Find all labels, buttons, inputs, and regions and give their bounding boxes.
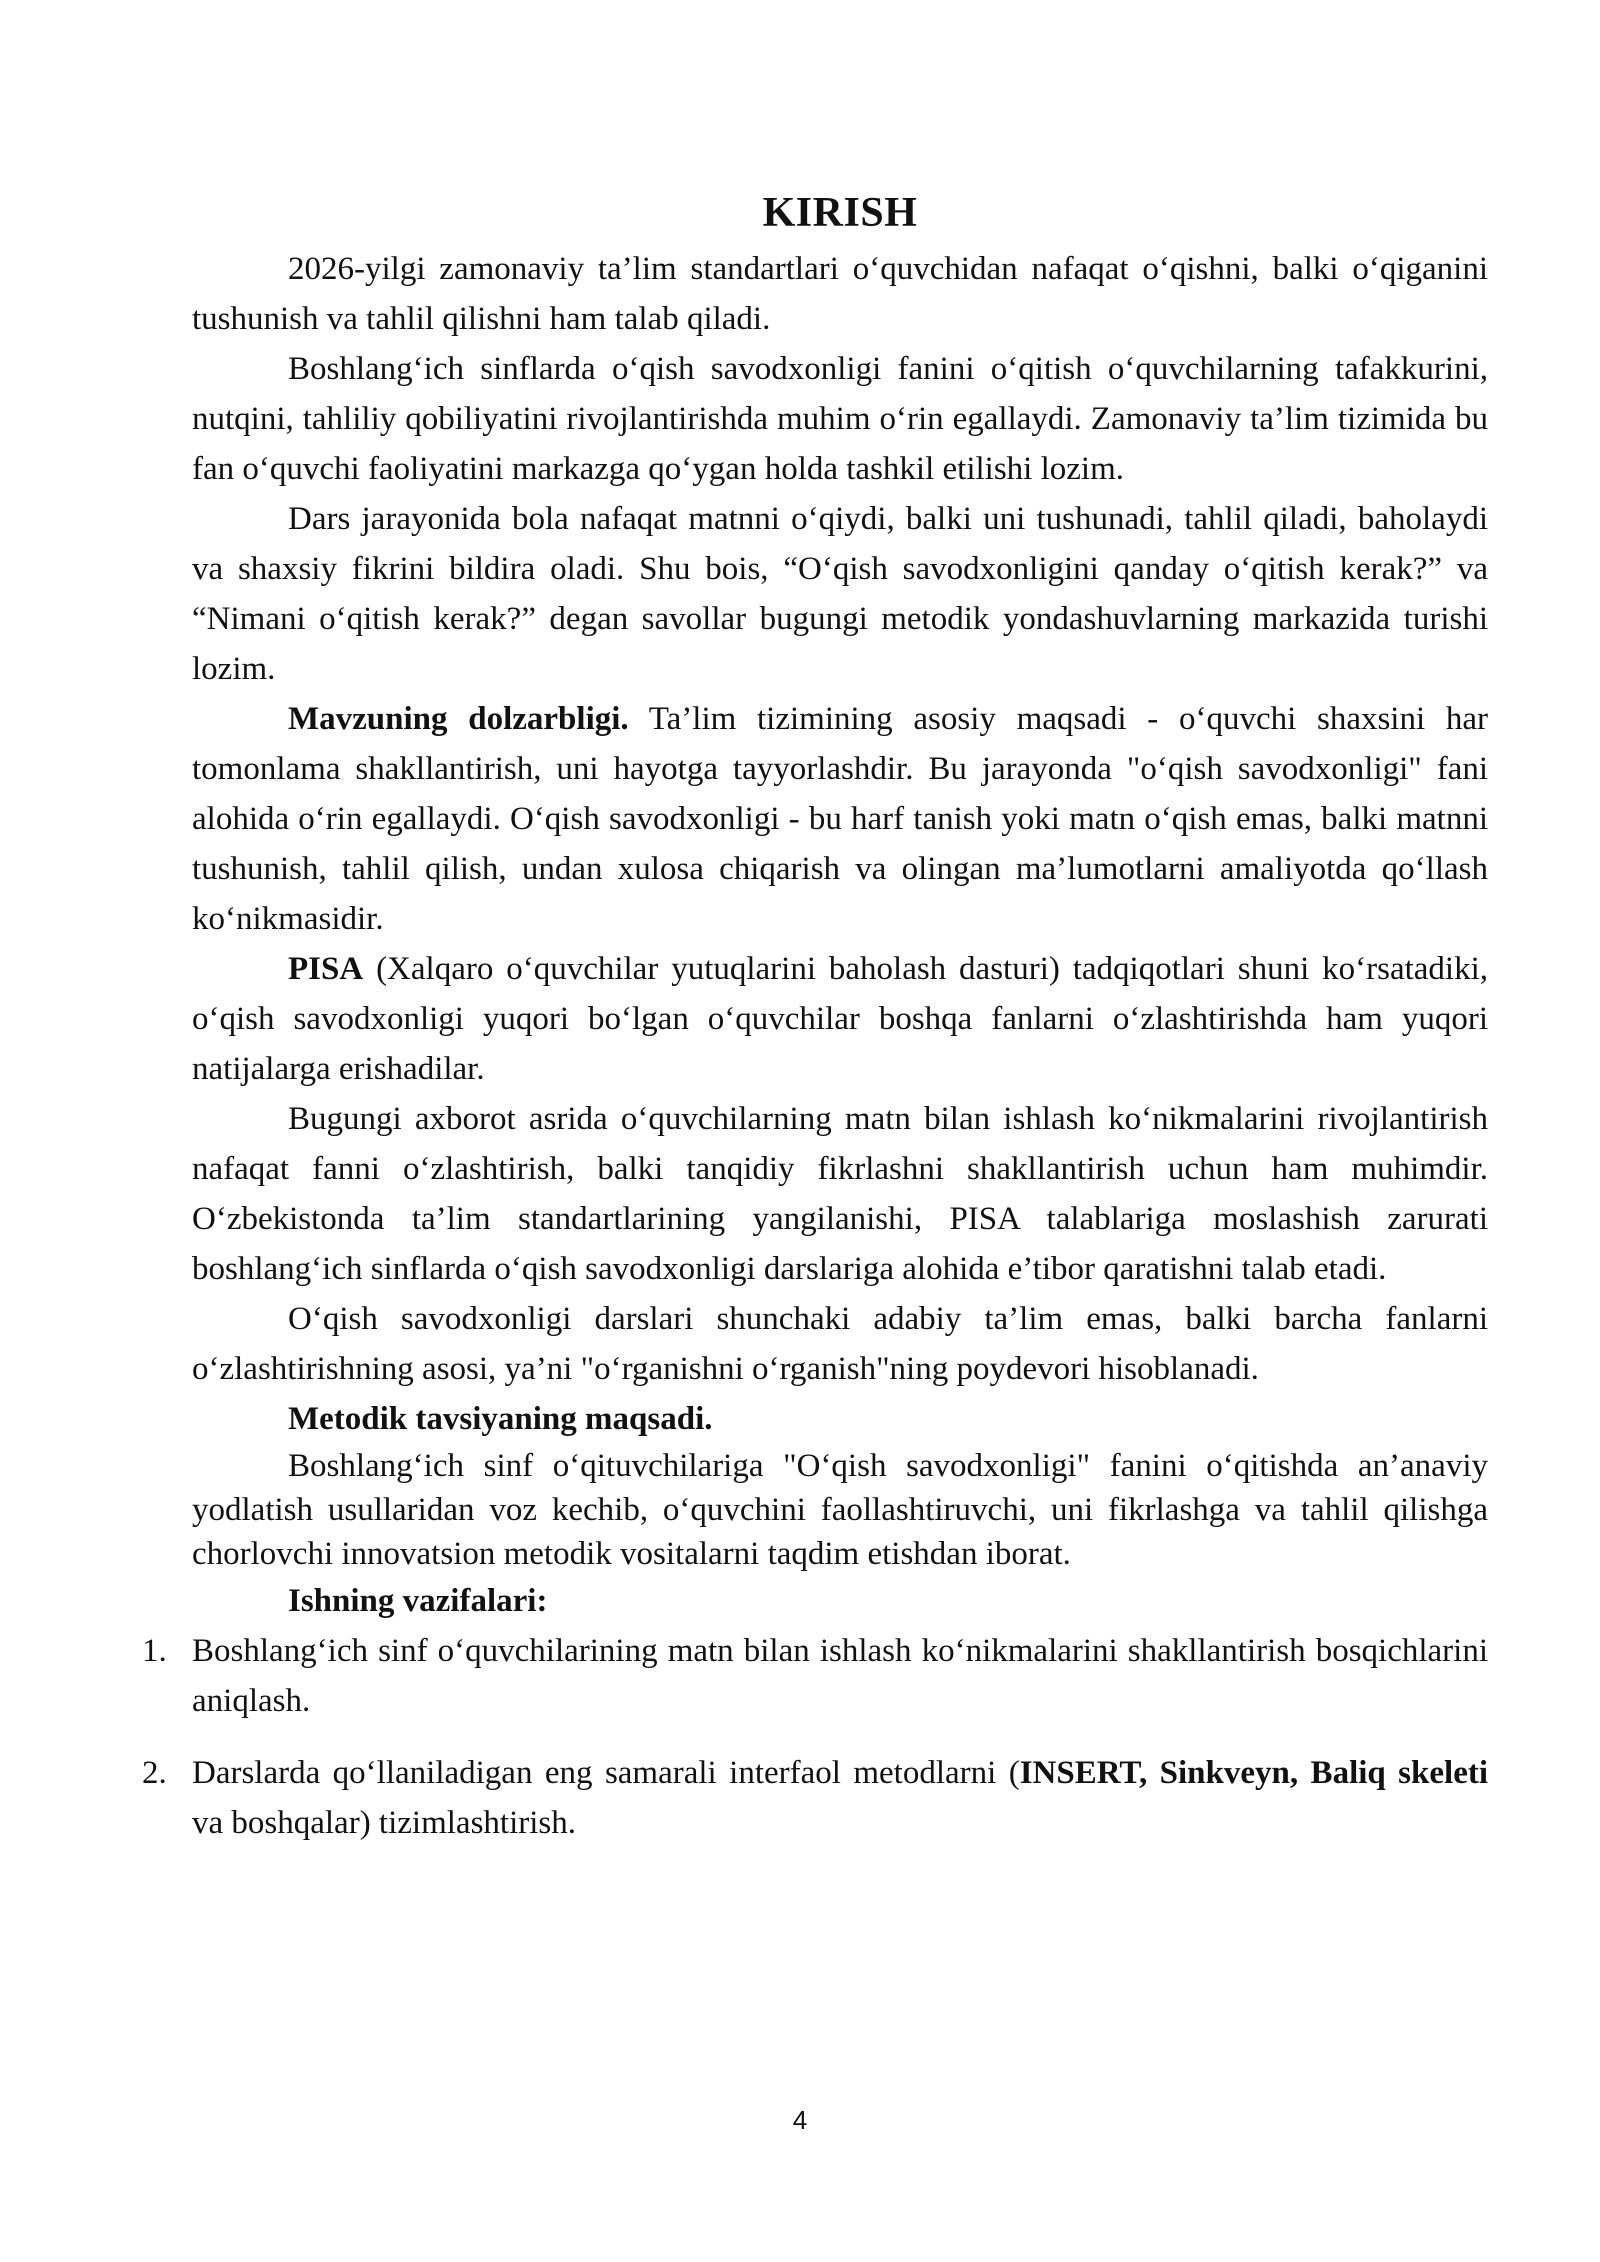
relevance-text: Ta’lim tizimining asosiy maqsadi - o‘quvchi shaxsini har tomonlama shakllantirish, uni hayotga tayyorlashdir. Bu jarayonda "o‘qish savodxonligi" fani alohida o‘rin egallaydi. O‘qish savodxonligi - bu harf tanish yoki matn o‘qish emas, balki matnni tushunish, tahlil qilish, undan xulosa chiqarish va olingan ma’lumotlarni amaliyotda qo‘llash ko‘nikmasidir. bbox=[192, 701, 1488, 937]
tasks-list bbox=[142, 1626, 1488, 1848]
page-content bbox=[142, 182, 1488, 1870]
list-item bbox=[142, 1748, 1488, 1848]
list-item-methods: INSERT, Sinkveyn, Baliq skeleti bbox=[1019, 1755, 1488, 1791]
list-item-number: 1. bbox=[142, 1633, 167, 1669]
goal-heading: Metodik tavsiyaning maqsadi. bbox=[288, 1401, 713, 1437]
pisa-text: (Xalqaro o‘quvchilar yutuqlarini baholash dasturi) tadqiqotlari shuni ko‘rsatadiki, o‘qish savodxonligi yuqori bo‘lgan o‘quvchilar boshqa fanlarni o‘zlashtirishda ham yuqori natijalarga erishadilar. bbox=[192, 951, 1488, 1087]
tasks-heading: Ishning vazifalari: bbox=[288, 1583, 548, 1619]
paragraph-goal: Boshlang‘ich sinf o‘qituvchilariga "O‘qish savodxonligi" fanini o‘qitishda an’anaviy yodlatish usullaridan voz kechib, o‘quvchini faollashtiruvchi, uni fikrlashga va tahlil qilishga chorlovchi innovatsion metodik vositalarni taqdim etishdan iborat. bbox=[192, 1448, 1488, 1572]
list-item-text: Boshlang‘ich sinf o‘quvchilarining matn bilan ishlash ko‘nikmalarini shakllantirish bosqichlarini aniqlash. bbox=[192, 1633, 1488, 1719]
pisa-label: PISA bbox=[288, 951, 364, 987]
list-item-text-start: Darslarda qo‘llaniladigan eng samarali interfaol metodlarni ( bbox=[192, 1755, 1020, 1791]
paragraph-pisa bbox=[192, 944, 1488, 1094]
paragraph-foundation: O‘qish savodxonligi darslari shunchaki adabiy ta’lim emas, balki barcha fanlarni o‘zlashtirishning asosi, ya’ni "o‘rganishni o‘rganish"ning poydevori hisoblanadi. bbox=[192, 1301, 1488, 1387]
paragraph-intro: 2026-yilgi zamonaviy ta’lim standartlari o‘quvchidan nafaqat o‘qishni, balki o‘qiganini tushunish va tahlil qilishni ham talab qiladi. bbox=[192, 251, 1488, 337]
page-number: 4 bbox=[792, 2105, 808, 2135]
paragraph-primary-classes: Boshlang‘ich sinflarda o‘qish savodxonligi fanini o‘qitish o‘quvchilarning tafakkurini, nutqini, tahliliy qobiliyatini rivojlantirishda muhim o‘rin egallaydi. Zamonaviy ta’lim tizimida bu fan o‘quvchi faoliyatini markazga qo‘ygan holda tashkil etilishi lozim. bbox=[192, 351, 1488, 487]
page-title: KIRISH bbox=[762, 190, 918, 236]
relevance-heading: Mavzuning dolzarbligi. bbox=[288, 701, 629, 737]
list-item bbox=[142, 1626, 1488, 1726]
list-item-number: 2. bbox=[142, 1755, 167, 1791]
paragraph-information-age: Bugungi axborot asrida o‘quvchilarning matn bilan ishlash ko‘nikmalarini rivojlantirish nafaqat fanni o‘zlashtirish, balki tanqidiy fikrlashni shakllantirish uchun ham muhimdir. O‘zbekistonda ta’lim standartlarining yangilanishi, PISA talablariga moslashish zarurati boshlang‘ich sinflarda o‘qish savodxonligi darslariga alohida e’tibor qaratishni talab etadi. bbox=[192, 1101, 1488, 1287]
paragraph-lesson-process: Dars jarayonida bola nafaqat matnni o‘qiydi, balki uni tushunadi, tahlil qiladi, baholaydi va shaxsiy fikrini bildira oladi. Shu bois, “O‘qish savodxonligini qanday o‘qitish kerak?” va “Nimani o‘qitish kerak?” degan savollar bugungi metodik yondashuvlarning markazida turishi lozim. bbox=[192, 501, 1488, 687]
paragraph-relevance bbox=[192, 694, 1488, 944]
list-item-text-end: va boshqalar) tizimlashtirish. bbox=[192, 1805, 576, 1841]
